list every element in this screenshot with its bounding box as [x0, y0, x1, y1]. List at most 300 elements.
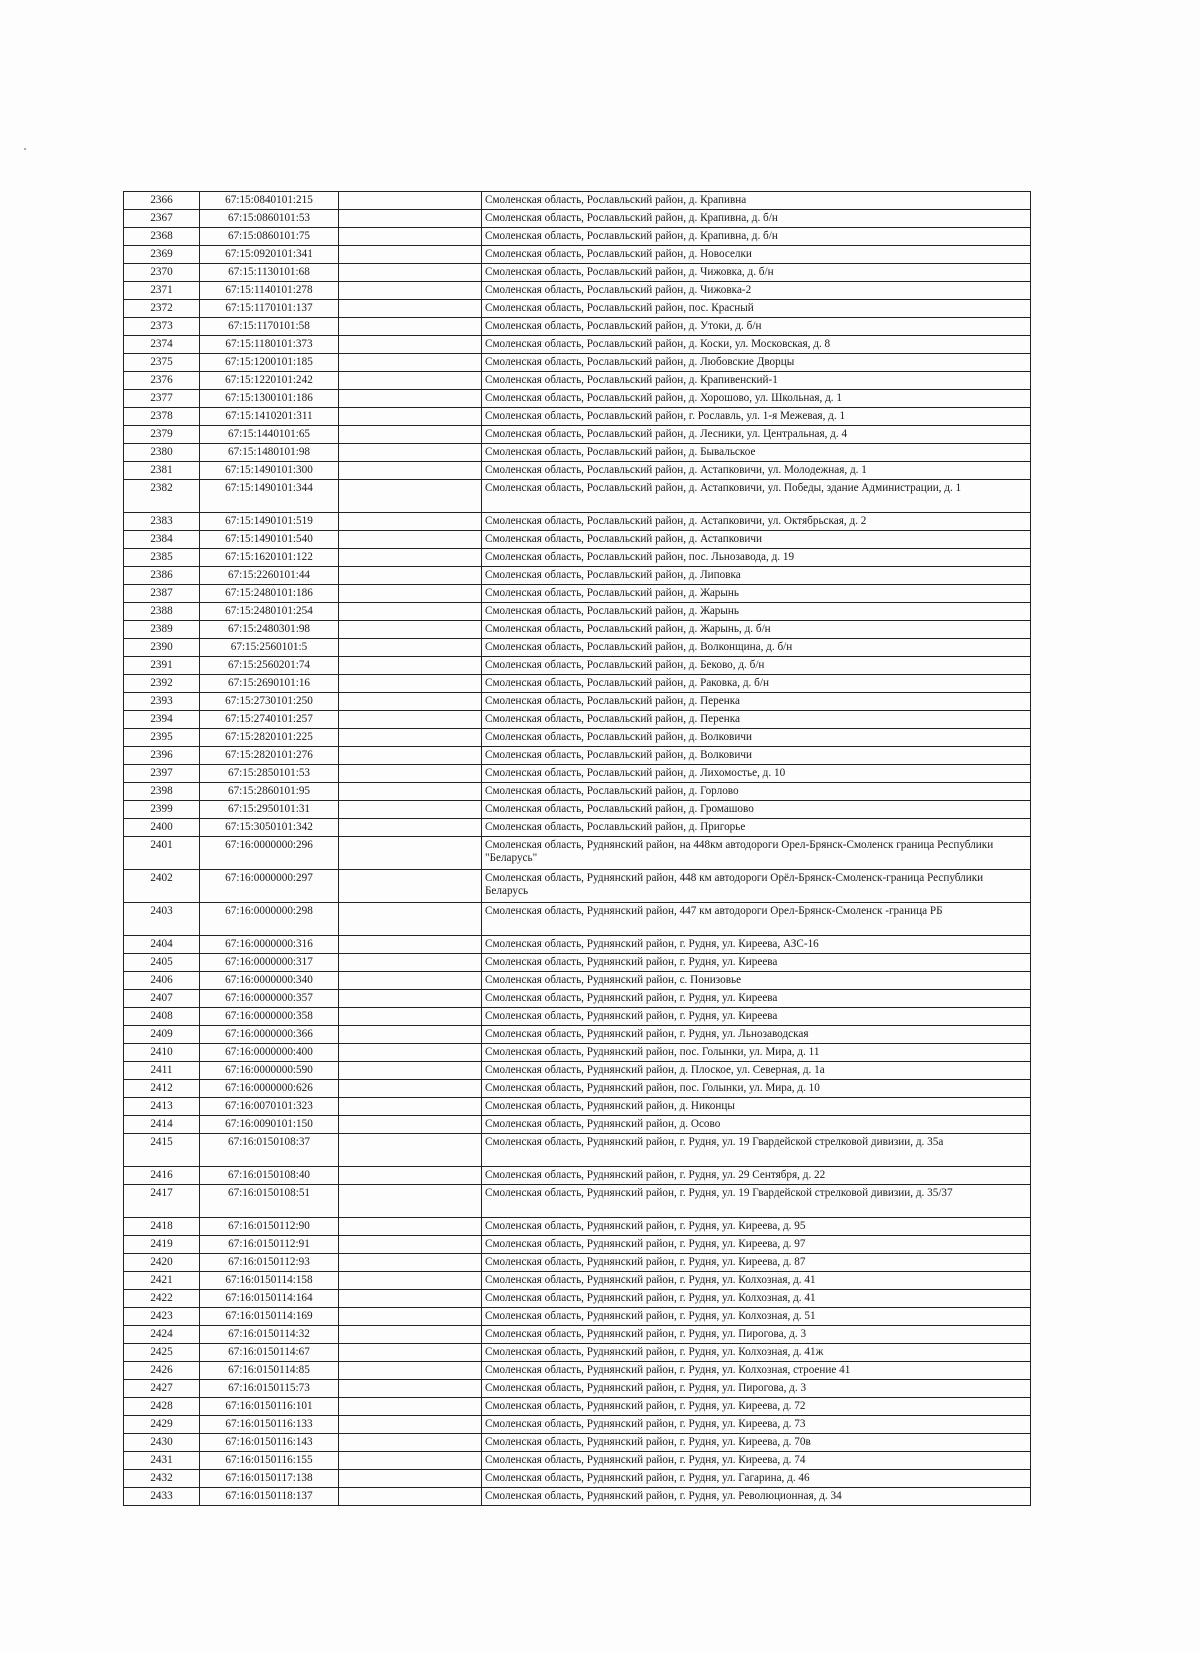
object-address: Смоленская область, Руднянский район, д. Осово — [482, 1116, 1031, 1134]
row-number: 2416 — [124, 1167, 200, 1185]
row-number: 2381 — [124, 462, 200, 480]
table-row — [124, 1416, 1031, 1434]
object-address: Смоленская область, Рославльский район, д. Громашово — [482, 801, 1031, 819]
object-address: Смоленская область, Рославльский район, д. Перенка — [482, 711, 1031, 729]
row-number: 2398 — [124, 783, 200, 801]
row-number: 2414 — [124, 1116, 200, 1134]
row-number: 2419 — [124, 1236, 200, 1254]
object-address: Смоленская область, Рославльский район, д. Лесники, ул. Центральная, д. 4 — [482, 426, 1031, 444]
cadastral-number: 67:15:1490101:519 — [200, 513, 339, 531]
empty-cell — [339, 531, 482, 549]
row-number: 2422 — [124, 1290, 200, 1308]
row-number: 2368 — [124, 228, 200, 246]
row-number: 2367 — [124, 210, 200, 228]
empty-cell — [339, 210, 482, 228]
row-number: 2382 — [124, 480, 200, 513]
row-number: 2401 — [124, 837, 200, 870]
object-address: Смоленская область, Руднянский район, г. Рудня, ул. Колхозная, строение 41 — [482, 1362, 1031, 1380]
object-address: Смоленская область, Руднянский район, пос. Голынки, ул. Мира, д. 11 — [482, 1044, 1031, 1062]
cadastral-number: 67:16:0150114:32 — [200, 1326, 339, 1344]
table-row — [124, 1080, 1031, 1098]
row-number: 2371 — [124, 282, 200, 300]
table-row — [124, 531, 1031, 549]
cadastral-number: 67:15:1490101:540 — [200, 531, 339, 549]
object-address: Смоленская область, Руднянский район, г. Рудня, ул. Киреева, д. 95 — [482, 1218, 1031, 1236]
object-address: Смоленская область, Рославльский район, д. Лихомостье, д. 10 — [482, 765, 1031, 783]
empty-cell — [339, 972, 482, 990]
empty-cell — [339, 819, 482, 837]
object-address: Смоленская область, Рославльский район, д. Новоселки — [482, 246, 1031, 264]
cadastral-number: 67:15:2820101:276 — [200, 747, 339, 765]
table-row — [124, 1116, 1031, 1134]
row-number: 2392 — [124, 675, 200, 693]
object-address: Смоленская область, Руднянский район, г. Рудня, ул. Киреева, д. 87 — [482, 1254, 1031, 1272]
row-number: 2390 — [124, 639, 200, 657]
table-row — [124, 1218, 1031, 1236]
object-address: Смоленская область, Рославльский район, д. Жарынь, д. б/н — [482, 621, 1031, 639]
empty-cell — [339, 282, 482, 300]
cadastral-number: 67:15:2850101:53 — [200, 765, 339, 783]
object-address: Смоленская область, Рославльский район, д. Волконщина, д. б/н — [482, 639, 1031, 657]
empty-cell — [339, 1026, 482, 1044]
empty-cell — [339, 426, 482, 444]
cadastral-number: 67:16:0150114:164 — [200, 1290, 339, 1308]
cadastral-number: 67:15:1620101:122 — [200, 549, 339, 567]
table-row — [124, 990, 1031, 1008]
property-registry-table — [123, 191, 1031, 1506]
table-row — [124, 426, 1031, 444]
empty-cell — [339, 621, 482, 639]
object-address: Смоленская область, Рославльский район, д. Горлово — [482, 783, 1031, 801]
object-address: Смоленская область, Руднянский район, г. Рудня, ул. Гагарина, д. 46 — [482, 1470, 1031, 1488]
empty-cell — [339, 603, 482, 621]
empty-cell — [339, 1134, 482, 1167]
empty-cell — [339, 1098, 482, 1116]
row-number: 2366 — [124, 192, 200, 210]
table-row — [124, 354, 1031, 372]
table-row — [124, 1062, 1031, 1080]
empty-cell — [339, 1062, 482, 1080]
table-row — [124, 1272, 1031, 1290]
cadastral-number: 67:15:3050101:342 — [200, 819, 339, 837]
row-number: 2433 — [124, 1488, 200, 1506]
empty-cell — [339, 657, 482, 675]
row-number: 2377 — [124, 390, 200, 408]
empty-cell — [339, 1254, 482, 1272]
empty-cell — [339, 513, 482, 531]
table-row — [124, 1008, 1031, 1026]
cadastral-number: 67:16:0000000:400 — [200, 1044, 339, 1062]
empty-cell — [339, 1488, 482, 1506]
table-row — [124, 372, 1031, 390]
empty-cell — [339, 675, 482, 693]
table-row — [124, 1236, 1031, 1254]
empty-cell — [339, 1044, 482, 1062]
table-row — [124, 318, 1031, 336]
empty-cell — [339, 372, 482, 390]
row-number: 2431 — [124, 1452, 200, 1470]
empty-cell — [339, 246, 482, 264]
object-address: Смоленская область, Рославльский район, д. Чижовка, д. б/н — [482, 264, 1031, 282]
cadastral-number: 67:15:1170101:58 — [200, 318, 339, 336]
cadastral-number: 67:15:0920101:341 — [200, 246, 339, 264]
row-number: 2407 — [124, 990, 200, 1008]
table-row — [124, 801, 1031, 819]
table-row — [124, 567, 1031, 585]
cadastral-number: 67:15:1480101:98 — [200, 444, 339, 462]
table-row — [124, 729, 1031, 747]
table-row — [124, 693, 1031, 711]
row-number: 2429 — [124, 1416, 200, 1434]
empty-cell — [339, 1398, 482, 1416]
object-address: Смоленская область, Рославльский район, д. Крапивна — [482, 192, 1031, 210]
cadastral-number: 67:16:0150116:101 — [200, 1398, 339, 1416]
table-row — [124, 675, 1031, 693]
row-number: 2405 — [124, 954, 200, 972]
object-address: Смоленская область, Рославльский район, д. Крапивна, д. б/н — [482, 228, 1031, 246]
row-number: 2426 — [124, 1362, 200, 1380]
table-row — [124, 513, 1031, 531]
table-row — [124, 1044, 1031, 1062]
empty-cell — [339, 837, 482, 870]
table-row — [124, 480, 1031, 513]
table-row — [124, 837, 1031, 870]
table-row — [124, 246, 1031, 264]
cadastral-number: 67:16:0150108:37 — [200, 1134, 339, 1167]
row-number: 2397 — [124, 765, 200, 783]
cadastral-number: 67:16:0000000:317 — [200, 954, 339, 972]
table-row — [124, 264, 1031, 282]
table-row — [124, 444, 1031, 462]
empty-cell — [339, 264, 482, 282]
table-row — [124, 603, 1031, 621]
row-number: 2406 — [124, 972, 200, 990]
table-row — [124, 390, 1031, 408]
empty-cell — [339, 693, 482, 711]
row-number: 2415 — [124, 1134, 200, 1167]
row-number: 2384 — [124, 531, 200, 549]
empty-cell — [339, 1116, 482, 1134]
object-address: Смоленская область, Рославльский район, д. Перенка — [482, 693, 1031, 711]
object-address: Смоленская область, Рославльский район, д. Астапковичи — [482, 531, 1031, 549]
object-address: Смоленская область, Руднянский район, г. Рудня, ул. Пирогова, д. 3 — [482, 1326, 1031, 1344]
cadastral-number: 67:15:1220101:242 — [200, 372, 339, 390]
object-address: Смоленская область, Рославльский район, д. Хорошово, ул. Школьная, д. 1 — [482, 390, 1031, 408]
cadastral-number: 67:16:0150116:143 — [200, 1434, 339, 1452]
object-address: Смоленская область, Руднянский район, г. Рудня, ул. Киреева, д. 74 — [482, 1452, 1031, 1470]
object-address: Смоленская область, Руднянский район, 448 км автодороги Орёл-Брянск-Смоленск-граница Республики Беларусь — [482, 870, 1031, 903]
row-number: 2380 — [124, 444, 200, 462]
object-address: Смоленская область, Руднянский район, г. Рудня, ул. Пирогова, д. 3 — [482, 1380, 1031, 1398]
table-row — [124, 1470, 1031, 1488]
table-row — [124, 783, 1031, 801]
cadastral-number: 67:16:0000000:358 — [200, 1008, 339, 1026]
row-number: 2370 — [124, 264, 200, 282]
object-address: Смоленская область, Руднянский район, г. Рудня, ул. Льнозаводская — [482, 1026, 1031, 1044]
table-row — [124, 1185, 1031, 1218]
cadastral-number: 67:16:0000000:316 — [200, 936, 339, 954]
row-number: 2402 — [124, 870, 200, 903]
row-number: 2417 — [124, 1185, 200, 1218]
row-number: 2412 — [124, 1080, 200, 1098]
cadastral-number: 67:15:2820101:225 — [200, 729, 339, 747]
row-number: 2388 — [124, 603, 200, 621]
object-address: Смоленская область, Рославльский район, г. Рославль, ул. 1-я Межевая, д. 1 — [482, 408, 1031, 426]
table-row — [124, 585, 1031, 603]
cadastral-number: 67:15:2480101:254 — [200, 603, 339, 621]
table-row — [124, 210, 1031, 228]
table-row — [124, 1026, 1031, 1044]
row-number: 2386 — [124, 567, 200, 585]
table-row — [124, 621, 1031, 639]
cadastral-number: 67:16:0150115:73 — [200, 1380, 339, 1398]
empty-cell — [339, 1326, 482, 1344]
cadastral-number: 67:15:2950101:31 — [200, 801, 339, 819]
table-row — [124, 972, 1031, 990]
empty-cell — [339, 711, 482, 729]
empty-cell — [339, 480, 482, 513]
object-address: Смоленская область, Руднянский район, г. Рудня, ул. Колхозная, д. 51 — [482, 1308, 1031, 1326]
cadastral-number: 67:16:0000000:626 — [200, 1080, 339, 1098]
object-address: Смоленская область, Руднянский район, с. Понизовье — [482, 972, 1031, 990]
table-row — [124, 1488, 1031, 1506]
cadastral-number: 67:16:0150114:67 — [200, 1344, 339, 1362]
object-address: Смоленская область, Руднянский район, 447 км автодороги Орел-Брянск-Смоленск -граница РБ — [482, 903, 1031, 936]
row-number: 2372 — [124, 300, 200, 318]
row-number: 2403 — [124, 903, 200, 936]
row-number: 2411 — [124, 1062, 200, 1080]
cadastral-number: 67:16:0150117:138 — [200, 1470, 339, 1488]
object-address: Смоленская область, Руднянский район, г. Рудня, ул. Киреева, д. 72 — [482, 1398, 1031, 1416]
object-address: Смоленская область, Руднянский район, г. Рудня, ул. Киреева, д. 70в — [482, 1434, 1031, 1452]
empty-cell — [339, 765, 482, 783]
table-row — [124, 1380, 1031, 1398]
object-address: Смоленская область, Руднянский район, г. Рудня, ул. Колхозная, д. 41 — [482, 1290, 1031, 1308]
cadastral-number: 67:15:1440101:65 — [200, 426, 339, 444]
empty-cell — [339, 639, 482, 657]
cadastral-number: 67:15:2730101:250 — [200, 693, 339, 711]
row-number: 2420 — [124, 1254, 200, 1272]
empty-cell — [339, 801, 482, 819]
cadastral-number: 67:15:2260101:44 — [200, 567, 339, 585]
empty-cell — [339, 585, 482, 603]
object-address: Смоленская область, Рославльский район, пос. Красный — [482, 300, 1031, 318]
row-number: 2378 — [124, 408, 200, 426]
table-row — [124, 765, 1031, 783]
object-address: Смоленская область, Руднянский район, г. Рудня, ул. Киреева, д. 73 — [482, 1416, 1031, 1434]
registry-body — [124, 192, 1031, 1506]
object-address: Смоленская область, Руднянский район, на 448км автодороги Орел-Брянск-Смоленск граница Республики "Беларусь" — [482, 837, 1031, 870]
cadastral-number: 67:15:2480301:98 — [200, 621, 339, 639]
object-address: Смоленская область, Рославльский район, д. Любовские Дворцы — [482, 354, 1031, 372]
row-number: 2432 — [124, 1470, 200, 1488]
cadastral-number: 67:16:0150108:51 — [200, 1185, 339, 1218]
object-address: Смоленская область, Рославльский район, д. Волковичи — [482, 729, 1031, 747]
empty-cell — [339, 1272, 482, 1290]
empty-cell — [339, 783, 482, 801]
cadastral-number: 67:16:0090101:150 — [200, 1116, 339, 1134]
object-address: Смоленская область, Рославльский район, д. Крапивна, д. б/н — [482, 210, 1031, 228]
cadastral-number: 67:15:0860101:75 — [200, 228, 339, 246]
table-row — [124, 711, 1031, 729]
cadastral-number: 67:15:2560201:74 — [200, 657, 339, 675]
cadastral-number: 67:16:0000000:357 — [200, 990, 339, 1008]
object-address: Смоленская область, Руднянский район, г. Рудня, ул. 19 Гвардейской стрелковой дивизии, д. 35а — [482, 1134, 1031, 1167]
cadastral-number: 67:15:2860101:95 — [200, 783, 339, 801]
table-row — [124, 747, 1031, 765]
table-row — [124, 1326, 1031, 1344]
row-number: 2393 — [124, 693, 200, 711]
object-address: Смоленская область, Рославльский район, д. Пригорье — [482, 819, 1031, 837]
empty-cell — [339, 444, 482, 462]
object-address: Смоленская область, Руднянский район, г. Рудня, ул. Киреева, д. 97 — [482, 1236, 1031, 1254]
cadastral-number: 67:16:0150116:133 — [200, 1416, 339, 1434]
row-number: 2413 — [124, 1098, 200, 1116]
empty-cell — [339, 1218, 482, 1236]
object-address: Смоленская область, Рославльский район, пос. Льнозавода, д. 19 — [482, 549, 1031, 567]
empty-cell — [339, 1236, 482, 1254]
object-address: Смоленская область, Руднянский район, д. Никонцы — [482, 1098, 1031, 1116]
cadastral-number: 67:15:2690101:16 — [200, 675, 339, 693]
row-number: 2410 — [124, 1044, 200, 1062]
cadastral-number: 67:15:0860101:53 — [200, 210, 339, 228]
table-row — [124, 228, 1031, 246]
object-address: Смоленская область, Рославльский район, д. Крапивенский-1 — [482, 372, 1031, 390]
empty-cell — [339, 1452, 482, 1470]
row-number: 2404 — [124, 936, 200, 954]
cadastral-number: 67:16:0000000:296 — [200, 837, 339, 870]
cadastral-number: 67:15:1200101:185 — [200, 354, 339, 372]
table-row — [124, 1290, 1031, 1308]
row-number: 2424 — [124, 1326, 200, 1344]
empty-cell — [339, 936, 482, 954]
table-row — [124, 1308, 1031, 1326]
empty-cell — [339, 747, 482, 765]
object-address: Смоленская область, Руднянский район, г. Рудня, ул. 29 Сентября, д. 22 — [482, 1167, 1031, 1185]
cadastral-number: 67:16:0070101:323 — [200, 1098, 339, 1116]
row-number: 2395 — [124, 729, 200, 747]
cadastral-number: 67:16:0150112:90 — [200, 1218, 339, 1236]
empty-cell — [339, 318, 482, 336]
cadastral-number: 67:16:0000000:298 — [200, 903, 339, 936]
empty-cell — [339, 390, 482, 408]
table-row — [124, 462, 1031, 480]
empty-cell — [339, 1167, 482, 1185]
cadastral-number: 67:16:0150112:91 — [200, 1236, 339, 1254]
row-number: 2375 — [124, 354, 200, 372]
object-address: Смоленская область, Рославльский район, д. Астапковичи, ул. Октябрьская, д. 2 — [482, 513, 1031, 531]
cadastral-number: 67:16:0150118:137 — [200, 1488, 339, 1506]
object-address: Смоленская область, Руднянский район, г. Рудня, ул. Киреева, АЗС-16 — [482, 936, 1031, 954]
row-number: 2383 — [124, 513, 200, 531]
empty-cell — [339, 462, 482, 480]
cadastral-number: 67:16:0150116:155 — [200, 1452, 339, 1470]
empty-cell — [339, 228, 482, 246]
table-row — [124, 282, 1031, 300]
object-address: Смоленская область, Рославльский район, д. Утоки, д. б/н — [482, 318, 1031, 336]
object-address: Смоленская область, Рославльский район, д. Беково, д. б/н — [482, 657, 1031, 675]
row-number: 2400 — [124, 819, 200, 837]
row-number: 2408 — [124, 1008, 200, 1026]
row-number: 2379 — [124, 426, 200, 444]
table-row — [124, 549, 1031, 567]
cadastral-number: 67:16:0000000:590 — [200, 1062, 339, 1080]
empty-cell — [339, 1470, 482, 1488]
object-address: Смоленская область, Рославльский район, д. Бывальское — [482, 444, 1031, 462]
object-address: Смоленская область, Рославльский район, д. Чижовка-2 — [482, 282, 1031, 300]
row-number: 2391 — [124, 657, 200, 675]
empty-cell — [339, 549, 482, 567]
empty-cell — [339, 954, 482, 972]
table-row — [124, 1398, 1031, 1416]
row-number: 2396 — [124, 747, 200, 765]
table-row — [124, 819, 1031, 837]
cadastral-number: 67:15:1300101:186 — [200, 390, 339, 408]
cadastral-number: 67:15:2560101:5 — [200, 639, 339, 657]
cadastral-number: 67:15:1170101:137 — [200, 300, 339, 318]
object-address: Смоленская область, Рославльский район, д. Раковка, д. б/н — [482, 675, 1031, 693]
empty-cell — [339, 1008, 482, 1026]
row-number: 2428 — [124, 1398, 200, 1416]
empty-cell — [339, 408, 482, 426]
object-address: Смоленская область, Руднянский район, г. Рудня, ул. Киреева — [482, 990, 1031, 1008]
object-address: Смоленская область, Рославльский район, д. Жарынь — [482, 603, 1031, 621]
row-number: 2373 — [124, 318, 200, 336]
cadastral-number: 67:16:0150112:93 — [200, 1254, 339, 1272]
table-row — [124, 408, 1031, 426]
table-row — [124, 1098, 1031, 1116]
empty-cell — [339, 1080, 482, 1098]
empty-cell — [339, 1434, 482, 1452]
cadastral-number: 67:16:0000000:366 — [200, 1026, 339, 1044]
table-row — [124, 1344, 1031, 1362]
cadastral-number: 67:15:1490101:344 — [200, 480, 339, 513]
cadastral-number: 67:16:0000000:297 — [200, 870, 339, 903]
cadastral-number: 67:16:0150108:40 — [200, 1167, 339, 1185]
object-address: Смоленская область, Рославльский район, д. Жарынь — [482, 585, 1031, 603]
object-address: Смоленская область, Руднянский район, г. Рудня, ул. Киреева — [482, 954, 1031, 972]
empty-cell — [339, 729, 482, 747]
object-address: Смоленская область, Рославльский район, д. Астапковичи, ул. Победы, здание Администрации, д. 1 — [482, 480, 1031, 513]
row-number: 2418 — [124, 1218, 200, 1236]
row-number: 2425 — [124, 1344, 200, 1362]
cadastral-number: 67:15:1410201:311 — [200, 408, 339, 426]
cadastral-number: 67:15:2480101:186 — [200, 585, 339, 603]
empty-cell — [339, 1380, 482, 1398]
cadastral-number: 67:15:1180101:373 — [200, 336, 339, 354]
object-address: Смоленская область, Руднянский район, пос. Голынки, ул. Мира, д. 10 — [482, 1080, 1031, 1098]
table-row — [124, 1452, 1031, 1470]
object-address: Смоленская область, Рославльский район, д. Астапковичи, ул. Молодежная, д. 1 — [482, 462, 1031, 480]
empty-cell — [339, 300, 482, 318]
row-number: 2423 — [124, 1308, 200, 1326]
empty-cell — [339, 1185, 482, 1218]
table-row — [124, 1167, 1031, 1185]
empty-cell — [339, 192, 482, 210]
cadastral-number: 67:16:0150114:169 — [200, 1308, 339, 1326]
table-row — [124, 870, 1031, 903]
table-row — [124, 903, 1031, 936]
object-address: Смоленская область, Руднянский район, г. Рудня, ул. 19 Гвардейской стрелковой дивизии, д. 35/37 — [482, 1185, 1031, 1218]
cadastral-number: 67:16:0150114:158 — [200, 1272, 339, 1290]
table-row — [124, 639, 1031, 657]
table-row — [124, 954, 1031, 972]
object-address: Смоленская область, Руднянский район, г. Рудня, ул. Колхозная, д. 41 — [482, 1272, 1031, 1290]
empty-cell — [339, 567, 482, 585]
empty-cell — [339, 1308, 482, 1326]
scan-speck — [24, 148, 26, 150]
object-address: Смоленская область, Рославльский район, д. Липовка — [482, 567, 1031, 585]
